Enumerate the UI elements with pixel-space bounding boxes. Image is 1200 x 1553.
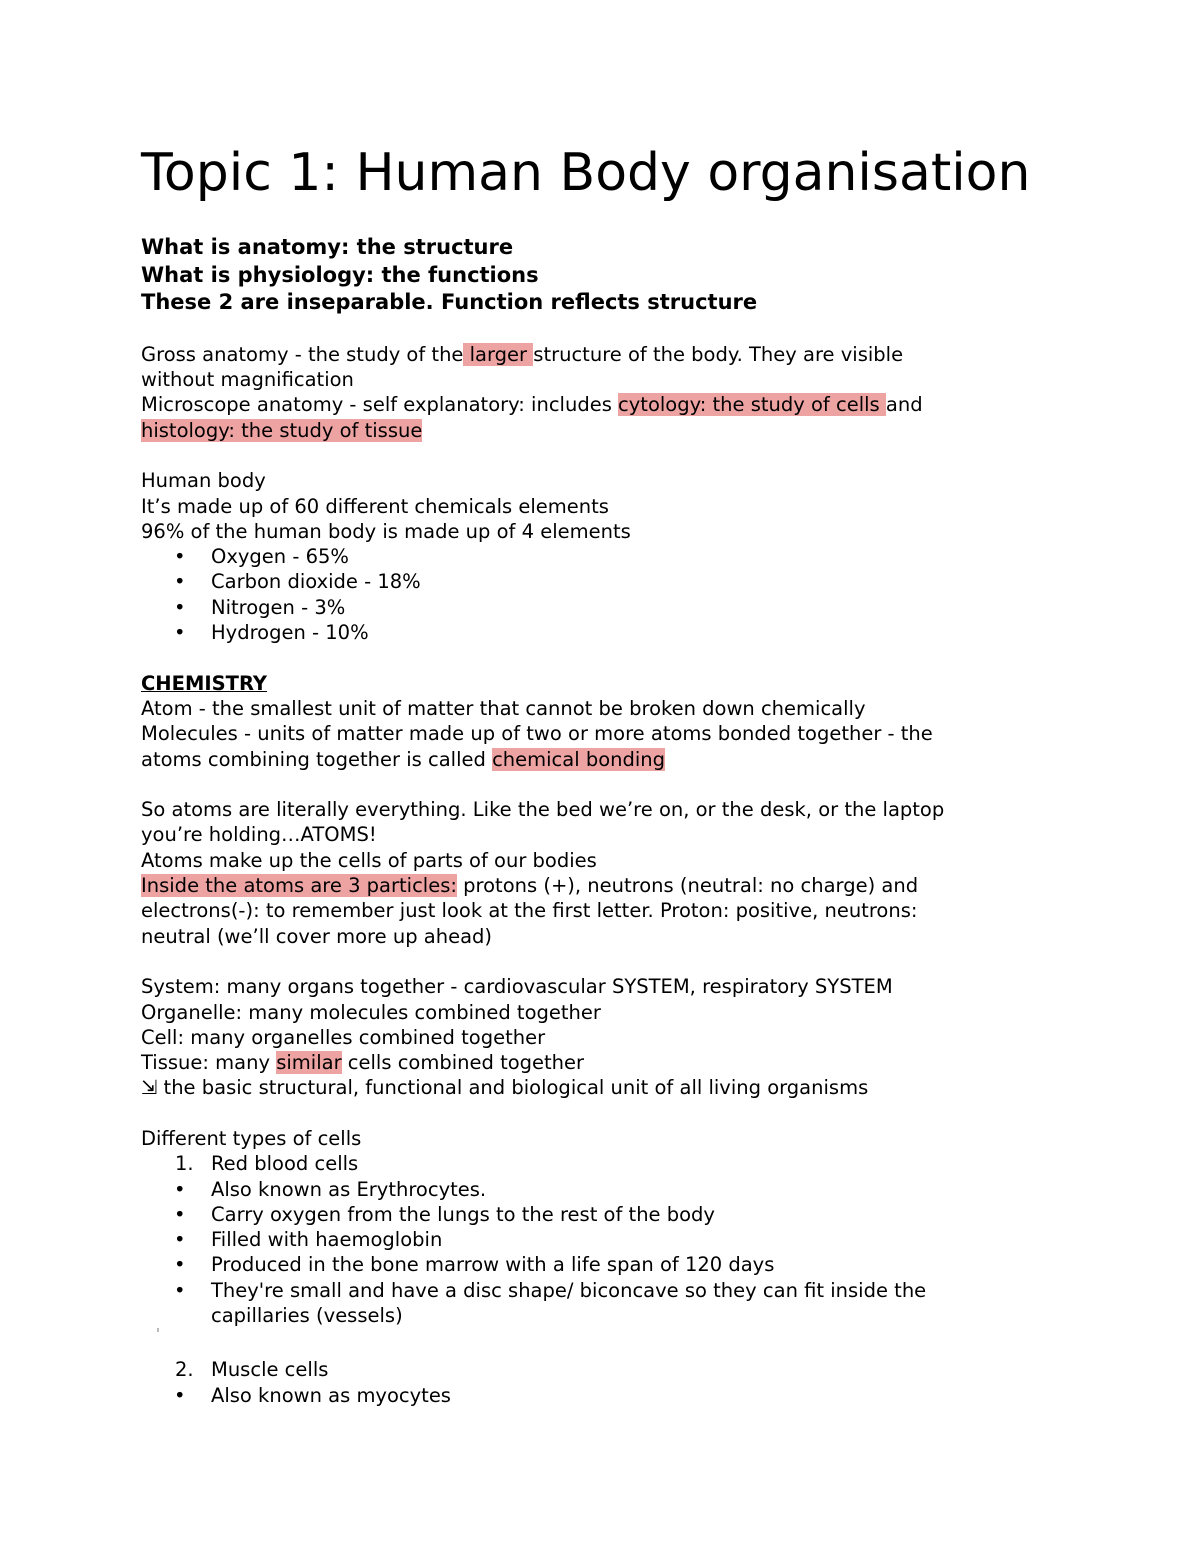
human-body-heading: Human body <box>141 469 266 493</box>
gross-anatomy-text-2: structure of the body. They are visible <box>533 342 904 366</box>
highlight-particles: Inside the atoms are 3 particles: <box>141 874 457 898</box>
highlight-similar: similar <box>276 1051 342 1075</box>
atoms-line-3: Atoms make up the cells of parts of our bodies <box>141 848 597 872</box>
microscope-anatomy-and: and <box>885 393 923 417</box>
bullet-icon: • <box>174 595 186 619</box>
cell-types-list-continued <box>141 1357 1041 1382</box>
list-item-text: Hydrogen - 10% <box>211 621 369 645</box>
gross-anatomy-line-2: without magnification <box>141 368 354 392</box>
particles-line <box>141 873 1041 898</box>
list-item <box>141 1383 1041 1408</box>
basic-unit-line <box>141 1075 1041 1100</box>
list-item-text: Also known as myocytes <box>211 1383 451 1407</box>
list-item <box>141 1151 1041 1176</box>
tissue-text: Tissue: many <box>141 1051 277 1075</box>
physiology-definition: What is physiology: the functions <box>141 262 539 287</box>
molecules-definition: Molecules - units of matter made up of two or more atoms bonded together - the <box>141 722 933 746</box>
list-item <box>141 1177 1041 1202</box>
list-item-text: Produced in the bone marrow with a life span of 120 days <box>211 1253 775 1277</box>
list-item-text: Nitrogen - 3% <box>211 595 346 619</box>
bullet-icon: • <box>174 570 186 594</box>
chemistry-heading: CHEMISTRY <box>141 671 268 695</box>
atoms-line-5: electrons(-): to remember just look at the first letter. Proton: positive, neutrons: <box>141 899 918 923</box>
highlight-chemical-bonding: chemical bonding <box>492 747 666 771</box>
list-item-text: Carbon dioxide - 18% <box>211 570 421 594</box>
list-item-text: Also known as Erythrocytes. <box>211 1177 487 1201</box>
highlight-larger: larger <box>463 342 534 366</box>
cell-types-list <box>141 1151 1041 1176</box>
bullet-icon: • <box>174 621 186 645</box>
atoms-line-6: neutral (we’ll cover more up ahead) <box>141 924 493 948</box>
list-number: 2. <box>175 1358 194 1382</box>
highlight-histology: histology: the study of tissue <box>141 418 423 442</box>
elements-list <box>141 544 1041 645</box>
bullet-icon: • <box>174 1228 186 1252</box>
molecules-definition-2 <box>141 747 1041 772</box>
tissue-definition <box>141 1050 1041 1075</box>
list-item <box>141 1227 1041 1252</box>
organelle-definition: Organelle: many molecules combined together <box>141 1000 601 1024</box>
human-body-line-2: 96% of the human body is made up of 4 elements <box>141 519 631 543</box>
list-item-text: They're small and have a disc shape/ biconcave so they can fit inside the <box>211 1278 927 1302</box>
inseparable-statement: These 2 are inseparable. Function reflects structure <box>141 290 758 314</box>
list-item <box>141 1278 1041 1329</box>
list-item-text: Carry oxygen from the lungs to the rest of the body <box>211 1202 715 1226</box>
list-item-text: Oxygen - 65% <box>211 545 349 569</box>
microscope-anatomy-line <box>141 392 1041 417</box>
list-item <box>141 569 1041 594</box>
bullet-icon: • <box>174 1177 186 1201</box>
atoms-line-2: you’re holding…ATOMS! <box>141 823 377 847</box>
microscope-anatomy-line-2 <box>141 418 1041 443</box>
red-blood-cell-points <box>141 1177 1041 1329</box>
atom-definition: Atom - the smallest unit of matter that cannot be broken down chemically <box>141 696 866 720</box>
microscope-anatomy-text: Microscope anatomy - self explanatory: includes <box>141 393 619 417</box>
list-item <box>141 595 1041 620</box>
atoms-line-1: So atoms are literally everything. Like the bed we’re on, or the desk, or the laptop <box>141 798 945 822</box>
anatomy-definition: What is anatomy: the structure <box>141 235 514 259</box>
stray-mark <box>157 1328 159 1332</box>
system-definition: System: many organs together - cardiovascular SYSTEM, respiratory SYSTEM <box>141 975 893 999</box>
gross-anatomy-line <box>141 342 1041 367</box>
cell-definition: Cell: many organelles combined together <box>141 1025 546 1049</box>
page-title: Topic 1: Human Body organisation <box>141 143 1031 203</box>
highlight-cytology: cytology: the study of cells <box>618 393 886 417</box>
arrow-down-right-icon: ⇲ <box>141 1076 158 1100</box>
list-item <box>141 620 1041 645</box>
document-body <box>141 234 1041 1408</box>
list-item-text: Filled with haemoglobin <box>211 1228 443 1252</box>
bullet-icon: • <box>174 1253 186 1277</box>
list-item-text-continued: capillaries (vessels) <box>211 1304 403 1328</box>
gross-anatomy-text: Gross anatomy - the study of the <box>141 342 464 366</box>
bullet-icon: • <box>174 545 186 569</box>
molecules-text: atoms combining together is called <box>141 747 493 771</box>
bullet-icon: • <box>174 1383 186 1407</box>
muscle-cell-points <box>141 1383 1041 1408</box>
cell-types-heading: Different types of cells <box>141 1127 362 1150</box>
list-item-text: Red blood cells <box>211 1152 359 1176</box>
particles-text: protons (+), neutrons (neutral: no charge) and <box>456 874 919 898</box>
bullet-icon: • <box>174 1202 186 1226</box>
list-item-text: Muscle cells <box>211 1358 329 1382</box>
basic-unit-text: the basic structural, functional and biological unit of all living organisms <box>157 1076 869 1100</box>
list-item <box>141 1357 1041 1382</box>
list-number: 1. <box>175 1152 194 1176</box>
list-item <box>141 1202 1041 1227</box>
list-item <box>141 1252 1041 1277</box>
human-body-line-1: It’s made up of 60 different chemicals elements <box>141 494 609 518</box>
tissue-text-2: cells combined together <box>341 1051 585 1075</box>
bullet-icon: • <box>174 1278 186 1302</box>
list-item <box>141 544 1041 569</box>
